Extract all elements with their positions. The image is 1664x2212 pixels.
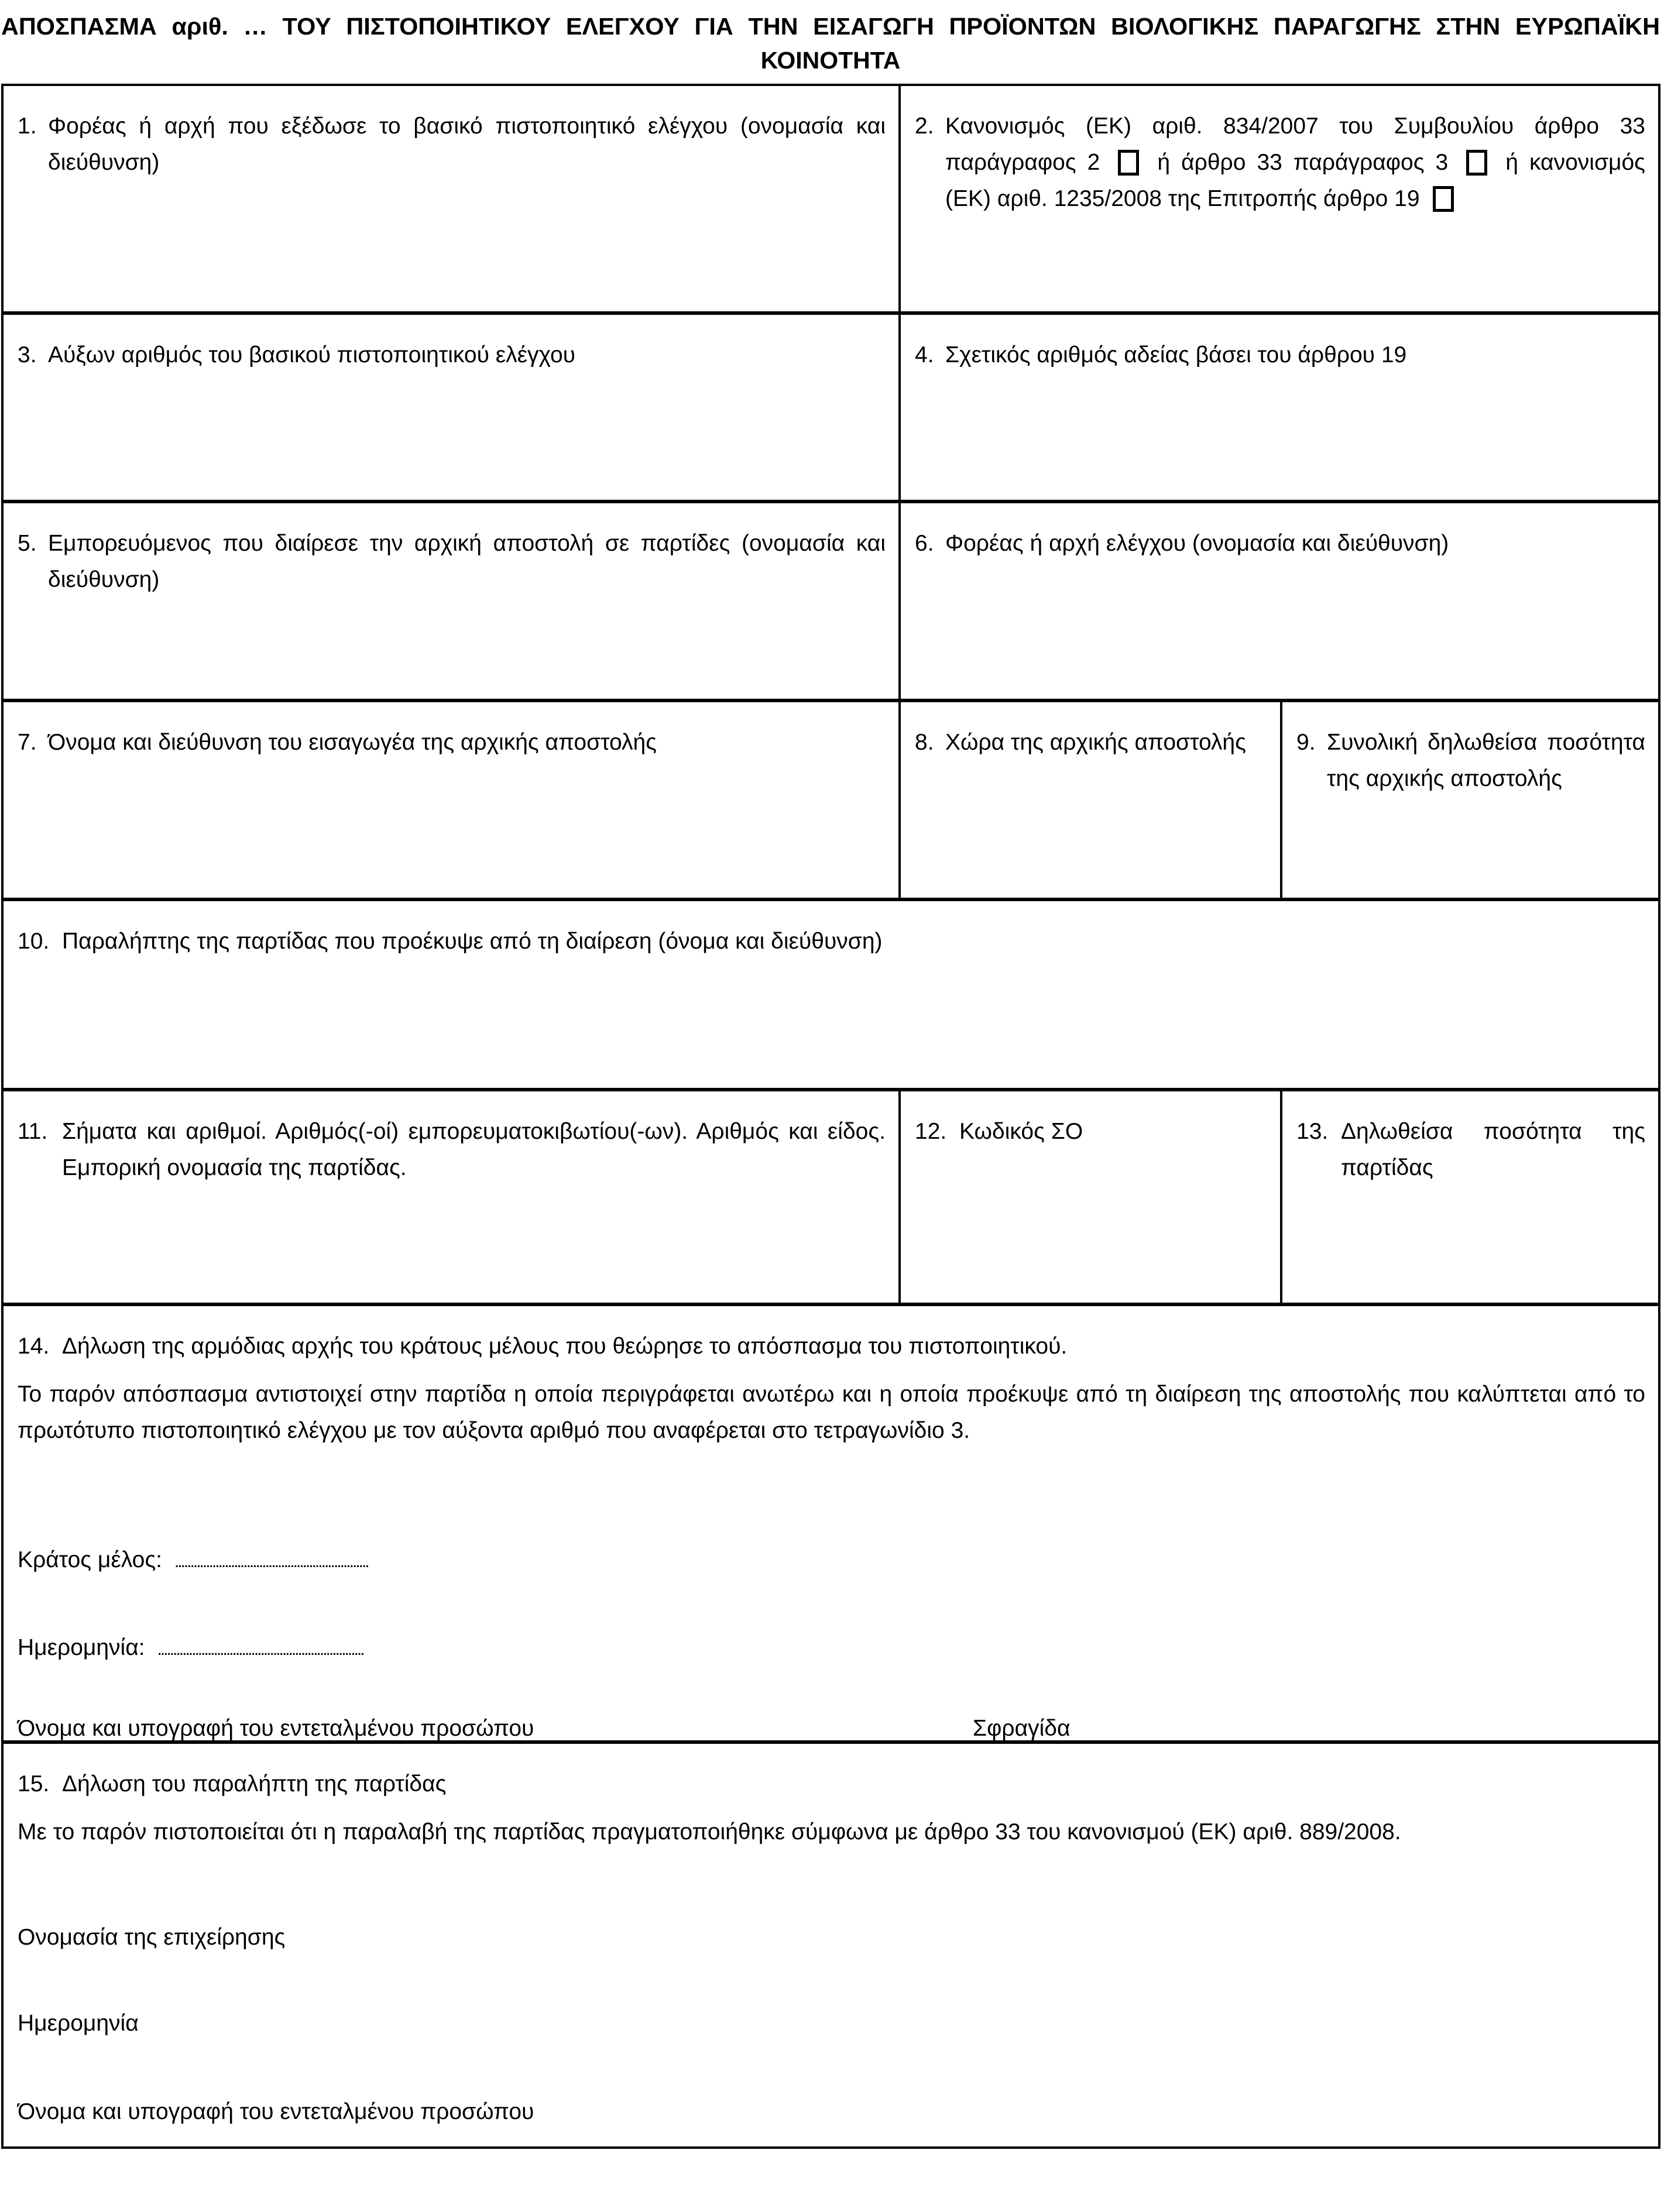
regulation-text-c: ή κανονισμός (ΕΚ) αριθ. 1235/2008 της Επιτροπής άρθρο 19 [945,150,1645,211]
authorised-signature-label[interactable]: Όνομα και υπογραφή του εντεταλμένου προσώπου [18,2099,534,2124]
box-5-trader[interactable] [4,503,898,699]
box-number: 7. [18,730,37,755]
box-number: 1. [18,114,37,139]
box-label: Δηλωθείσα ποσότητα της παρτίδας [1341,1119,1645,1180]
date-label[interactable]: Ημερομηνία [18,2011,139,2036]
box-number: 3. [18,342,37,367]
box-7-importer[interactable] [4,702,898,898]
box-number: 11. [18,1119,48,1144]
box-label [945,108,1645,217]
form-row-6 [4,1088,1658,1303]
box-number: 14. [18,1334,50,1359]
form-row-1 [4,86,1658,311]
document-title [0,13,1661,77]
declaration-body: Το παρόν απόσπασμα αντιστοιχεί στην παρτίδα η οποία περιγράφεται ανωτέρω και η οποία προέκυψε από τη διαίρεση της αποστολής που καλύπτεται από το πρωτότυπο πιστοποιητικό ελέγχου με τον αύξοντα αριθμό που αναφέρεται στο τετραγωνίδιο 3. [18,1382,1645,1443]
box-number: 9. [1296,730,1316,755]
regulation-text-b: ή άρθρο 33 παράγραφος 3 [1157,150,1449,175]
date-field[interactable] [18,1630,363,1668]
date-dotted-line[interactable]: .................................................................. [157,1640,363,1659]
checkbox-article-33-paragraph-2[interactable] [1118,150,1139,176]
box-number: 6. [915,531,934,556]
box-9-total-quantity[interactable] [1280,702,1658,898]
box-number: 10. [18,929,50,954]
box-label: Σήματα και αριθμοί. Αριθμός(-οί) εμπορευματοκιβωτίου(-ων). Αριθμός και είδος. Εμπορική ονομασία της παρτίδας. [62,1119,886,1180]
declaration-body: Με το παρόν πιστοποιείται ότι η παραλαβή της παρτίδας πραγματοποιήθηκε σύμφωνα με άρθρο 33 του κανονισμού (ΕΚ) αριθ. 889/2008. [18,1819,1401,1845]
box-label: Φορέας ή αρχή ελέγχου (ονομασία και διεύθυνση) [945,531,1449,556]
box-number: 13. [1296,1119,1329,1144]
seal-label[interactable]: Σφραγίδα [973,1716,1071,1741]
box-12-cn-code[interactable] [898,1091,1280,1303]
box-label: Εμπορευόμενος που διαίρεσε την αρχική αποστολή σε παρτίδες (ονομασία και διεύθυνση) [48,531,886,592]
box-number: 12. [915,1119,947,1144]
box-number: 15. [18,1771,50,1797]
member-state-dotted-line[interactable]: .............................................................. [174,1552,368,1571]
box-number: 8. [915,730,934,755]
box-number: 2. [915,114,934,139]
box-8-country[interactable] [898,702,1280,898]
box-4-authorisation-number[interactable] [898,315,1658,500]
regulation-text-a: Κανονισμός (ΕΚ) αριθ. 834/2007 του Συμβουλίου άρθρο 33 παράγραφος 2 [945,114,1645,175]
box-label: Κωδικός ΣΟ [959,1119,1083,1144]
declaration-heading: Δήλωση του παραλήπτη της παρτίδας [62,1771,447,1797]
document-title-line-2: ΚΟΙΝΟΤΗΤΑ [760,47,901,74]
box-3-serial-number[interactable] [4,315,898,500]
box-label: Χώρα της αρχικής αποστολής [945,730,1246,755]
form-row-8 [4,1740,1658,2151]
box-label: Συνολική δηλωθείσα ποσότητα της αρχικής αποστολής [1327,730,1645,791]
member-state-field[interactable] [18,1542,368,1580]
box-number: 5. [18,531,37,556]
form-row-7 [4,1303,1658,1740]
authorised-signature-label[interactable]: Όνομα και υπογραφή του εντεταλμένου προσώπου [18,1716,534,1741]
certificate-extract-form [1,84,1660,2149]
checkbox-article-19[interactable] [1433,186,1454,212]
box-6-control-body[interactable] [898,503,1658,699]
business-name-label[interactable]: Ονομασία της επιχείρησης [18,1925,286,1950]
checkbox-article-33-paragraph-3[interactable] [1466,150,1487,176]
box-1-issuing-body[interactable] [4,86,898,311]
declaration-heading: Δήλωση της αρμόδιας αρχής του κράτους μέλους που θεώρησε το απόσπασμα του πιστοποιητικού. [62,1334,1068,1359]
box-label: Αύξων αριθμός του βασικού πιστοποιητικού ελέγχου [48,342,575,367]
box-label: Παραλήπτης της παρτίδας που προέκυψε από τη διαίρεση (όνομα και διεύθυνση) [62,929,883,954]
box-label: Όνομα και διεύθυνση του εισαγωγέα της αρχικής αποστολής [48,730,657,755]
box-label: Φορέας ή αρχή που εξέδωσε το βασικό πιστοποιητικό ελέγχου (ονομασία και διεύθυνση) [48,114,886,175]
member-state-label: Κράτος μέλος: [18,1547,163,1572]
form-row-4 [4,699,1658,898]
box-2-regulation [898,86,1658,311]
box-10-consignee[interactable] [4,901,1658,1088]
box-label: Σχετικός αριθμός αδείας βάσει του άρθρου 19 [945,342,1407,367]
form-row-3 [4,500,1658,699]
box-11-marks-numbers[interactable] [4,1091,898,1303]
form-row-2 [4,311,1658,500]
document-title-line-1: ΑΠΟΣΠΑΣΜΑ αριθ. … ΤΟΥ ΠΙΣΤΟΠΟΙΗΤΙΚΟΥ ΕΛΕΓΧΟΥ ΓΙΑ ΤΗΝ ΕΙΣΑΓΩΓΗ ΠΡΟΪΟΝΤΩΝ ΒΙΟΛΟΓΙΚΗΣ ΠΑΡΑΓΩΓΗΣ ΣΤΗΝ ΕΥΡΩΠΑΪΚΗ [1,13,1660,40]
box-13-lot-quantity[interactable] [1280,1091,1658,1303]
box-14-authority-declaration [4,1306,1658,1740]
form-row-5 [4,898,1658,1088]
date-label: Ημερομηνία: [18,1635,145,1660]
box-number: 4. [915,342,934,367]
